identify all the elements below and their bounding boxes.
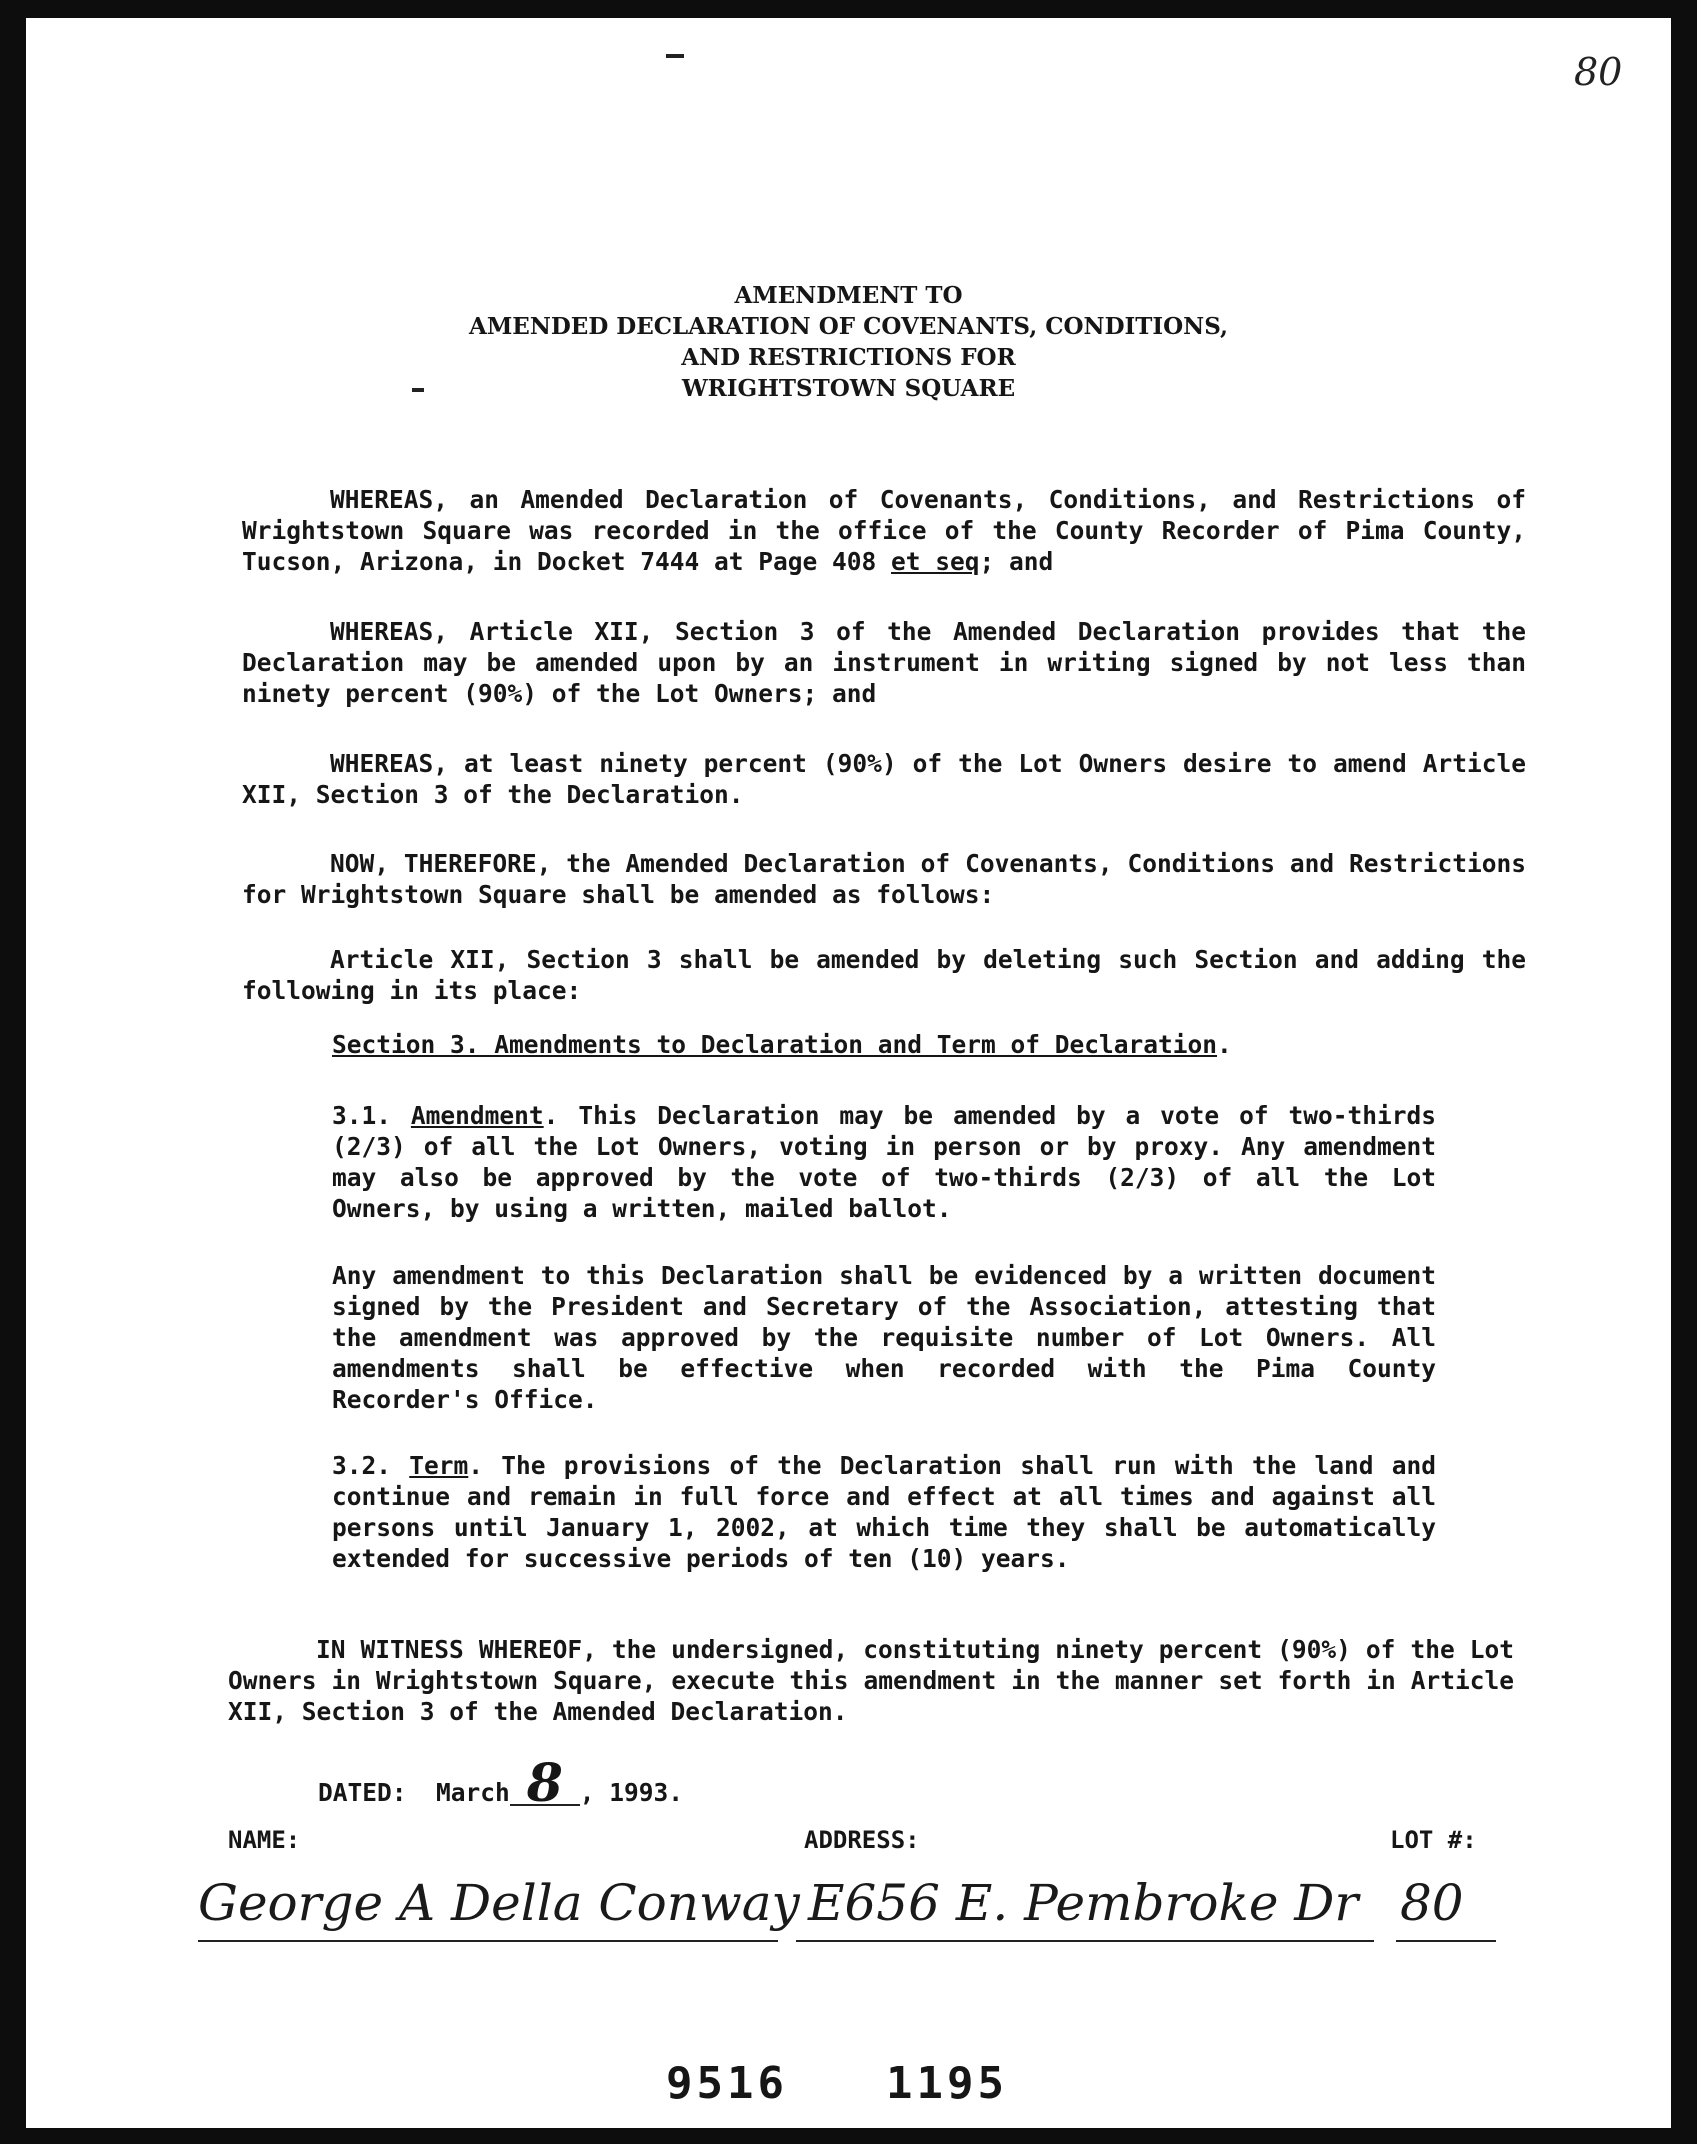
section-3-2 xyxy=(332,1450,1436,1574)
section-heading xyxy=(332,1030,1232,1059)
section-3-1-second-paragraph xyxy=(332,1260,1436,1415)
title-line-4: WRIGHTSTOWN SQUARE xyxy=(681,375,1016,402)
whereas-paragraph-2 xyxy=(242,616,1526,709)
title-line-3: AND RESTRICTIONS FOR xyxy=(681,344,1016,371)
section-3-2-number: 3.2. xyxy=(332,1451,410,1480)
section-heading-text: Section 3. Amendments to Declaration and Term of Declaration xyxy=(332,1030,1218,1059)
article-intro-text: Article XII, Section 3 shall be amended by deleting such Section and adding the following in its place: xyxy=(242,945,1526,1005)
section-3-1-number: 3.1. xyxy=(332,1101,411,1130)
section-3-2-text: . The provisions of the Declaration shall run with the land and continue and remain in full force and effect at all times and against all persons until January 1, 2002, at which time they shall be automatically extended for successive periods of ten (10) years. xyxy=(332,1451,1436,1573)
section-3-1-text: . This Declaration may be amended by a vote of two-thirds (2/3) of all the Lot Owners, voting in person or by proxy. Any amendment may also be approved by the vote of two-thirds (2/3) of all the Lot Owners, by using a written, mailed ballot. xyxy=(332,1101,1436,1223)
whereas-paragraph-1 xyxy=(242,484,1526,577)
address-signature-line xyxy=(796,1940,1374,1942)
footer-docket-number: 9516 xyxy=(666,2058,788,2109)
dated-day-handwritten: 8 xyxy=(510,1764,580,1806)
handwritten-lot-number: 80 xyxy=(1400,1874,1464,1932)
whereas-1-end: ; and xyxy=(979,547,1054,576)
et-seq: et seq xyxy=(891,547,980,576)
handwritten-name: George A Della Conway xyxy=(198,1874,800,1932)
title-line-2: AMENDED DECLARATION OF COVENANTS, CONDITIONS, xyxy=(468,313,1229,340)
address-label: ADDRESS: xyxy=(804,1826,920,1854)
article-intro-paragraph xyxy=(242,944,1526,1006)
dated-year: , 1993. xyxy=(579,1778,684,1807)
handwritten-address: E656 E. Pembroke Dr xyxy=(808,1874,1359,1932)
whereas-paragraph-3 xyxy=(242,748,1526,810)
scan-speck xyxy=(666,54,684,58)
now-therefore-paragraph xyxy=(242,848,1526,910)
section-3-1-label: Amendment xyxy=(410,1101,544,1130)
footer-page-number: 1195 xyxy=(886,2058,1008,2109)
whereas-3-text: WHEREAS, at least ninety percent (90%) of the Lot Owners desire to amend Article XII, Section 3 of the Declaration. xyxy=(242,749,1526,809)
whereas-1-text: WHEREAS, an Amended Declaration of Covenants, Conditions, and Restrictions of Wrightstown Square was recorded in the office of the County Recorder of Pima County, Tucson, Arizona, in Docket 7444 at Page 408 xyxy=(242,485,1526,576)
section-heading-period: . xyxy=(1217,1030,1232,1059)
witness-text: IN WITNESS WHEREOF, the undersigned, constituting ninety percent (90%) of the Lot Owners in Wrightstown Square, execute this amendment in the manner set forth in Article XII, Section 3 of the Amended Declaration. xyxy=(228,1635,1514,1726)
dated-label: DATED: xyxy=(318,1778,407,1807)
section-3-2-label: Term xyxy=(409,1451,469,1480)
name-signature-line xyxy=(198,1940,778,1942)
document-page xyxy=(26,18,1671,2128)
name-label: NAME: xyxy=(228,1826,301,1854)
whereas-2-text: WHEREAS, Article XII, Section 3 of the Amended Declaration provides that the Declaration may be amended upon by an instrument in writing signed by not less than ninety percent (90%) of the Lot Owners; and xyxy=(242,617,1526,708)
dated-month: March xyxy=(436,1778,510,1807)
now-therefore-text: NOW, THEREFORE, the Amended Declaration of Covenants, Conditions and Restrictions for Wrightstown Square shall be amended as follows: xyxy=(242,849,1526,909)
lot-signature-line xyxy=(1396,1940,1496,1942)
document-title xyxy=(26,280,1671,404)
title-line-1: AMENDMENT TO xyxy=(734,282,963,309)
witness-paragraph xyxy=(228,1634,1514,1727)
section-3-1-second-text: Any amendment to this Declaration shall be evidenced by a written document signed by the President and Secretary of the Association, attesting that the amendment was approved by the requisite number of Lot Owners. All amendments shall be effective when recorded with the Pima County Recorder's Office. xyxy=(332,1261,1436,1414)
dated-line xyxy=(318,1753,684,1814)
handwritten-page-number: 80 xyxy=(1574,50,1623,94)
lot-label: LOT #: xyxy=(1390,1826,1477,1854)
section-3-1 xyxy=(332,1100,1436,1224)
